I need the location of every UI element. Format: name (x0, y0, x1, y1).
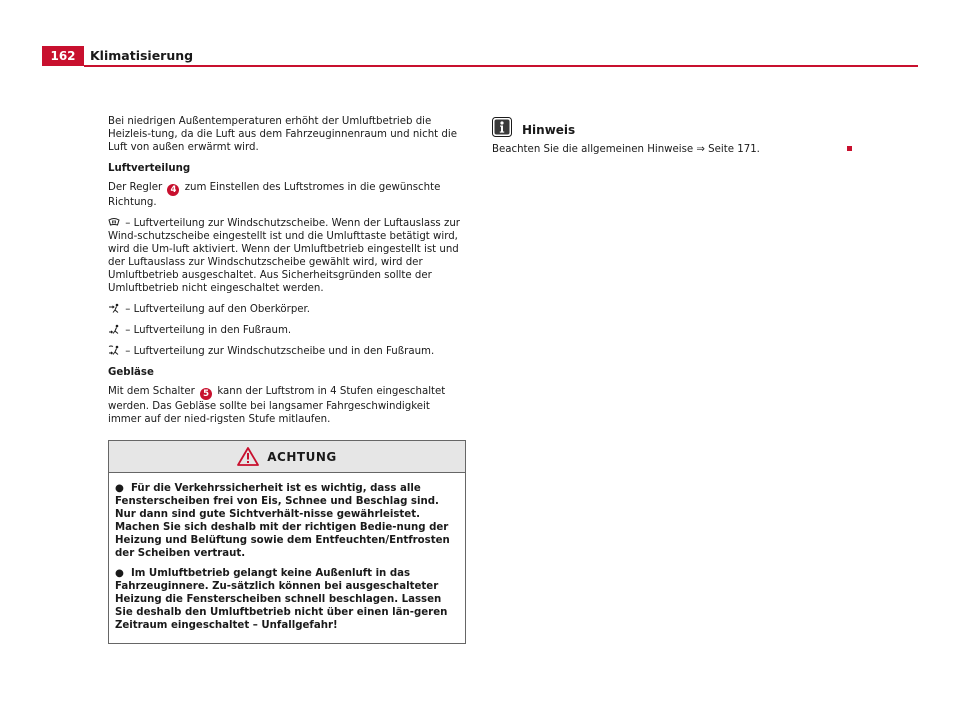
warning-bullet (115, 567, 459, 632)
page-number: 162 (42, 46, 84, 66)
warning-triangle-icon (237, 447, 259, 466)
right-column (492, 117, 862, 164)
warning-title: ACHTUNG (267, 449, 337, 464)
left-column (108, 115, 466, 644)
warning-text: Im Umluftbetrieb gelangt keine Außenluft in das Fahrzeuginnere. Zu-sätzlich können bei ausgeschalteter Heizung die Fensterscheiben schnell beschlagen. Lassen Sie deshalb den Umluftbetrieb nicht über einen län-geren Zeitraum eingeschaltet – Unfallgefahr! (115, 568, 448, 631)
regler-paragraph (108, 181, 466, 209)
heading-luftverteilung: Luftverteilung (108, 163, 191, 174)
warning-body (109, 473, 465, 643)
distribution-item-upper-body (108, 303, 466, 316)
warning-text: Für die Verkehrssicherheit ist es wichtig, dass alle Fensterscheiben frei von Eis, Schnee und Beschlag sind. Nur dann sind gute Sichtverhält-nisse gewährleistet. Machen Sie sich deshalb mit der richtigen Bedie-nung der Heizung und Belüftung sowie dem Entfeuchten/Entfrosten der Scheiben vertraut. (115, 483, 450, 559)
section-end-marker (847, 146, 852, 151)
distribution-item-windshield (108, 217, 466, 295)
info-icon (492, 117, 512, 137)
intro-paragraph: Bei niedrigen Außentemperaturen erhöht der Umluftbetrieb die Heizleis-tung, da die Luft aus dem Fahrzeuginnenraum und nicht die Luft von außen erwärmt wird. (108, 116, 457, 153)
warning-bullet (115, 482, 459, 560)
callout-5: 5 (200, 388, 212, 400)
air-footwell-icon (108, 324, 120, 334)
heading-geblaese: Gebläse (108, 367, 154, 378)
distribution-item-windshield-footwell (108, 345, 466, 358)
air-windshield-footwell-icon (108, 345, 120, 355)
callout-4: 4 (167, 184, 179, 196)
regler-text-before: Der Regler (108, 182, 163, 193)
header-rule (84, 65, 918, 67)
distribution-text: – Luftverteilung in den Fußraum. (125, 325, 292, 336)
regler-text-after: zum Einstellen des Luftstromes in die gewünschte Richtung. (108, 182, 441, 208)
warning-header (109, 441, 465, 473)
section-title: Klimatisierung (90, 48, 194, 63)
bullet-dot: ● (115, 568, 124, 579)
distribution-text: – Luftverteilung zur Windschutzscheibe und in den Fußraum. (125, 346, 435, 357)
air-upper-body-icon (108, 303, 120, 313)
distribution-item-footwell (108, 324, 466, 337)
warning-box (108, 440, 466, 644)
distribution-text: – Luftverteilung auf den Oberkörper. (125, 304, 311, 315)
bullet-dot: ● (115, 483, 124, 494)
note-header (492, 117, 862, 137)
geblaese-paragraph (108, 385, 466, 426)
windshield-defrost-icon (108, 217, 120, 227)
note-title: Hinweis (522, 123, 576, 137)
distribution-text: – Luftverteilung zur Windschutzscheibe. Wenn der Luftauslass zur Wind-schutzscheibe eingestellt ist und die Umlufttaste betätigt wird, wird die Um-luft aktiviert. Wenn der Umluftbetrieb eingestellt ist und der Luftauslass zur Windschutzscheibe gewählt wird, wird der Umluftbetrieb ausgeschaltet. Aus Sicherheitsgründen sollte der Umluftbetrieb nicht eingeschaltet werden. (108, 218, 460, 294)
geblaese-text-before: Mit dem Schalter (108, 386, 195, 397)
note-text: Beachten Sie die allgemeinen Hinweise ⇒ Seite 171. (492, 144, 760, 155)
geblaese-text-after: kann der Luftstrom in 4 Stufen eingeschaltet werden. Das Gebläse sollte bei langsamer Fahrgeschwindigkeit immer auf der nied-rigsten Stufe mitlaufen. (108, 386, 446, 425)
